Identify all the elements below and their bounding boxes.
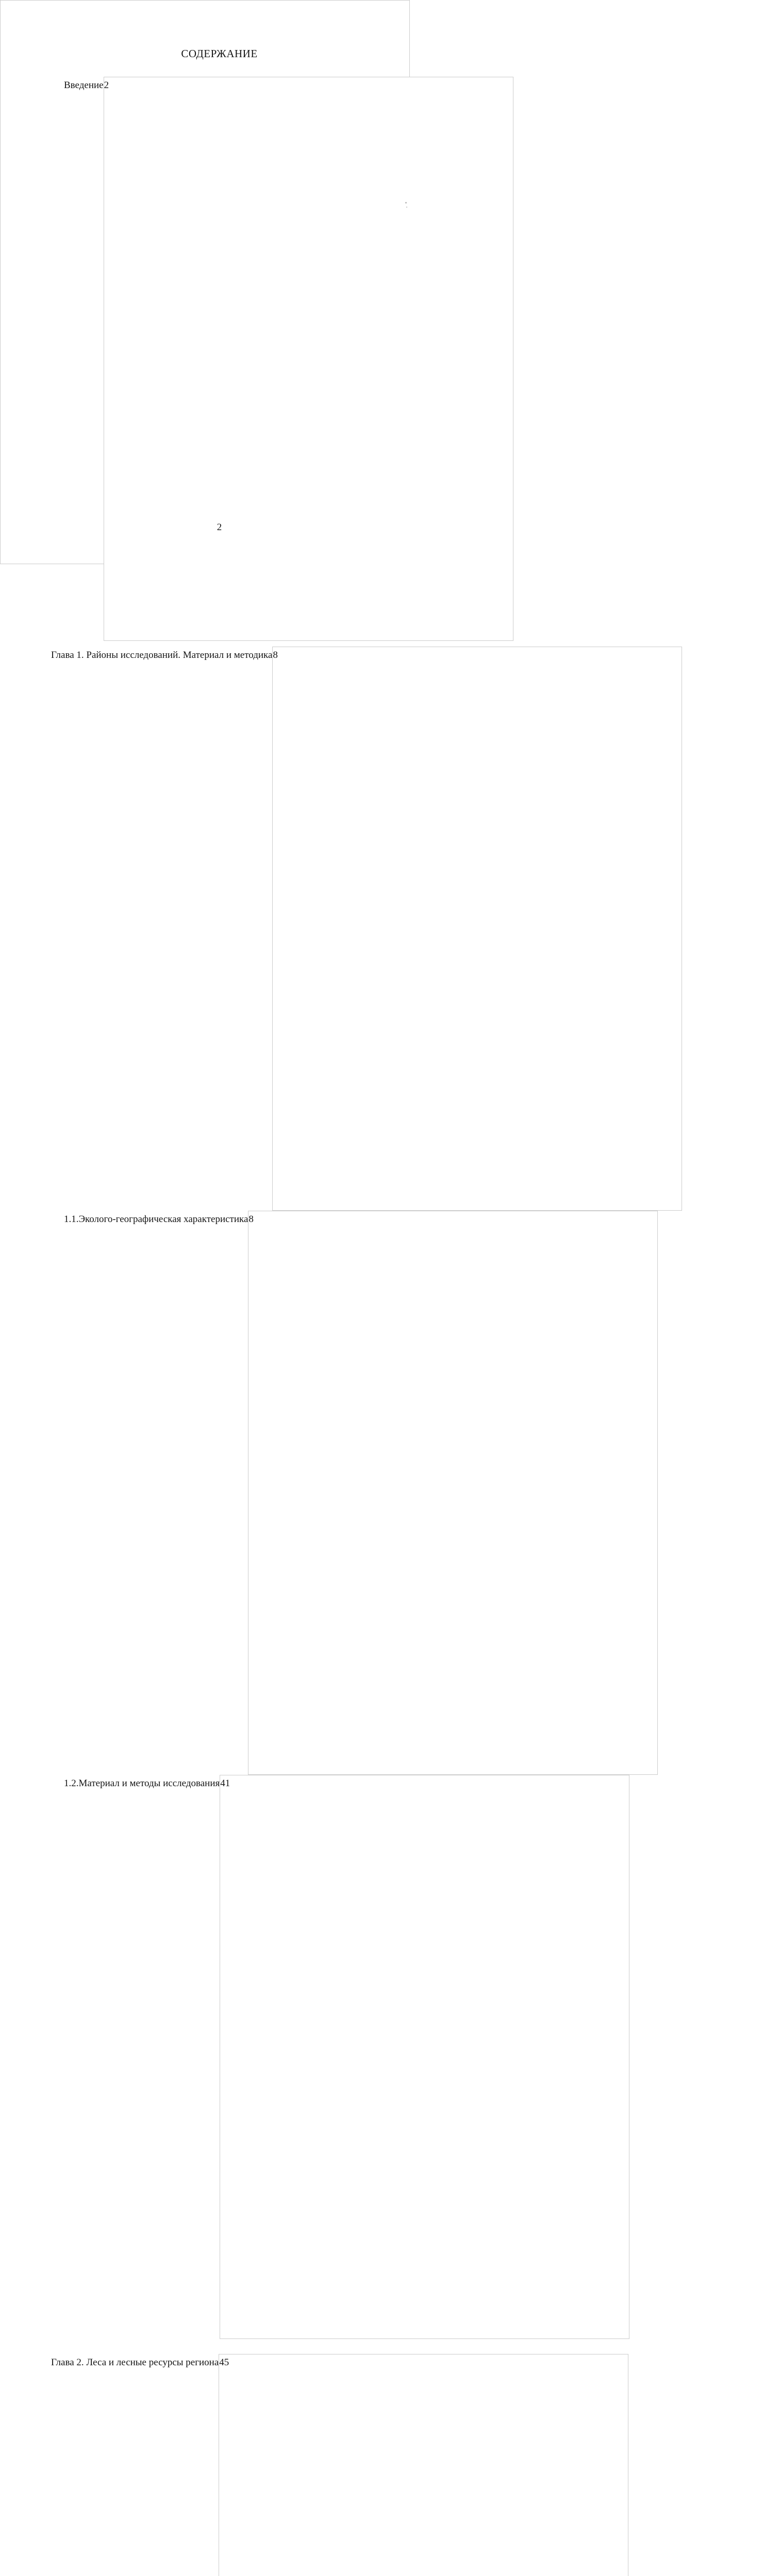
toc-page-number: 45 — [219, 2354, 628, 2576]
toc-title: СОДЕРЖАНИЕ — [181, 47, 258, 60]
toc-row — [51, 77, 376, 641]
document-page — [0, 0, 410, 2368]
toc-entry-text: Глава 2. Леса и лесные ресурсы региона — [51, 2357, 219, 2368]
toc-entry-text: Глава 1. Районы исследований. Материал и методика — [51, 650, 273, 660]
toc-row — [51, 2354, 376, 2576]
toc-page-number: 8 — [272, 647, 682, 1211]
toc-rows — [51, 77, 376, 2576]
toc-entry-text: 1.1.Эколого-географическая характеристика — [64, 1214, 248, 1225]
toc-page-number: 41 — [220, 1775, 629, 2339]
scan-artifact — [405, 202, 407, 204]
toc-row — [51, 647, 376, 1211]
toc-row — [51, 1775, 376, 2339]
toc-row — [51, 1211, 376, 1775]
toc-entry-text: 1.2.Материал и методы исследования — [64, 1778, 220, 1789]
scan-artifact — [406, 207, 407, 208]
toc-page-number: 2 — [104, 77, 513, 641]
toc-entry-text: Введение — [64, 80, 104, 91]
toc-page-number: 8 — [248, 1211, 658, 1775]
table-of-contents — [51, 66, 376, 2576]
page-number-footer: 2 — [217, 522, 222, 533]
